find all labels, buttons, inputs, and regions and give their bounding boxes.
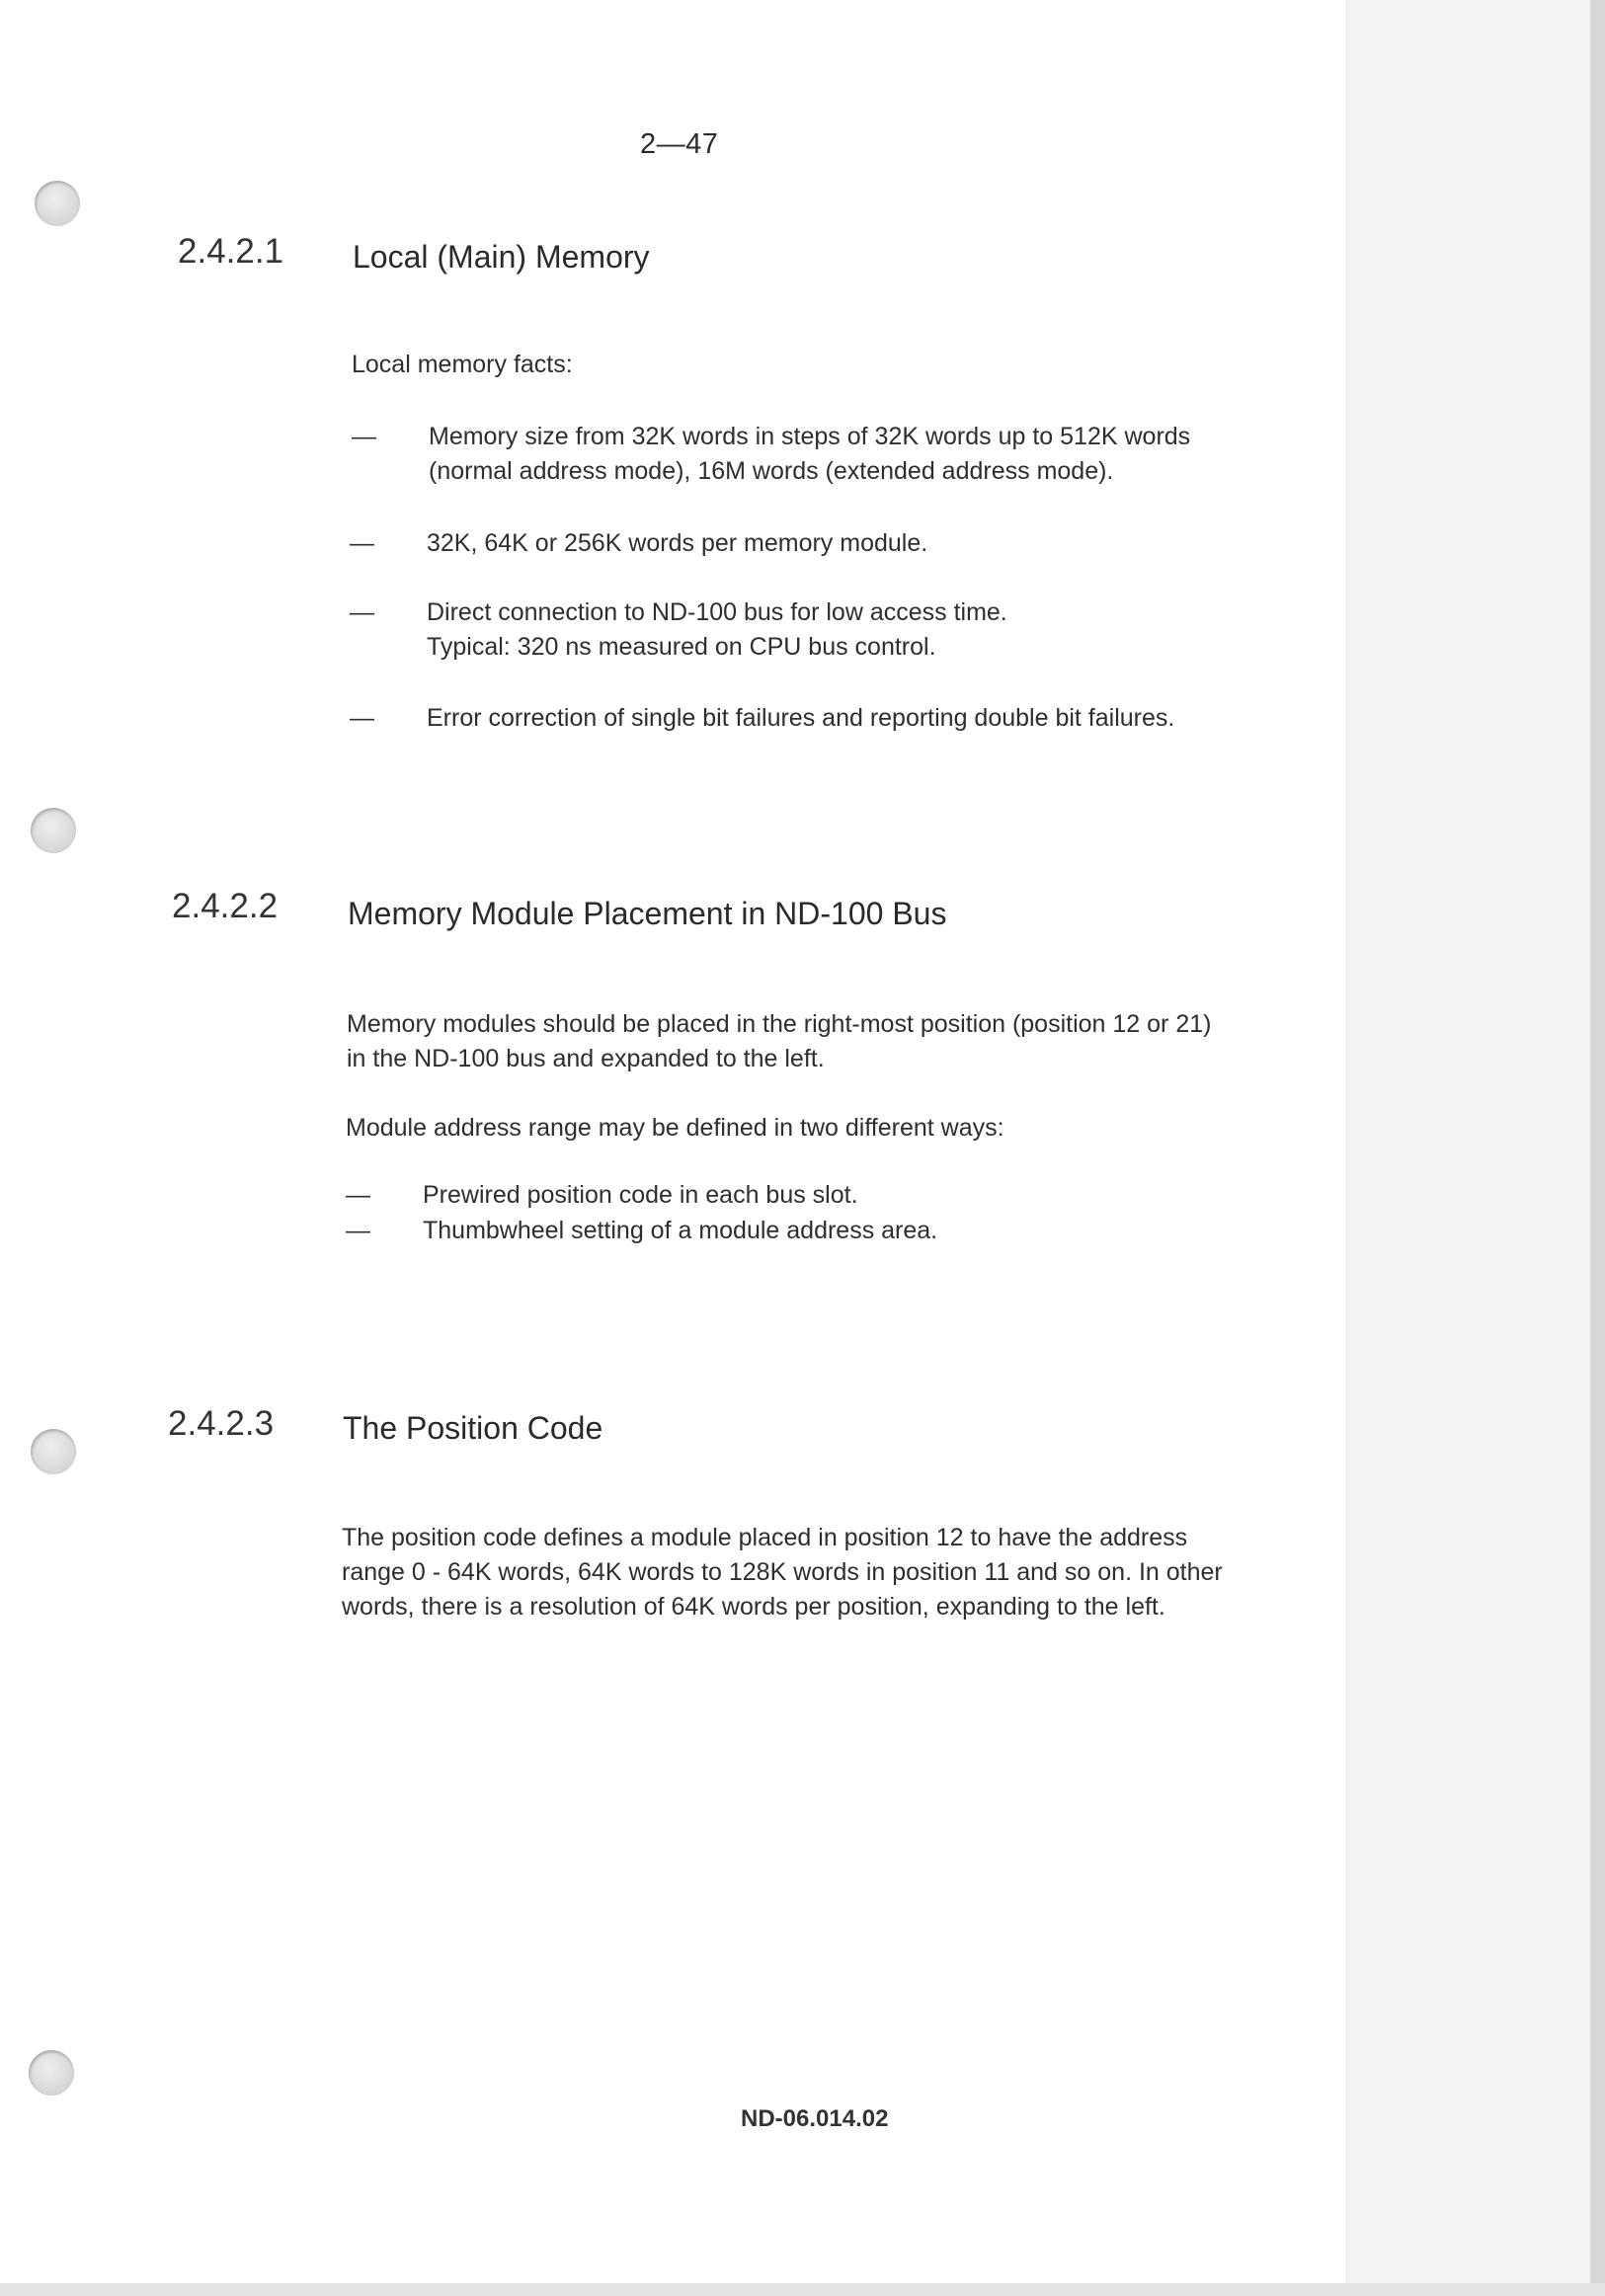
list-dash: — — [350, 598, 374, 626]
list-item — [350, 701, 1322, 737]
list-item-line: Direct connection to ND-100 bus for low access time. — [427, 598, 1007, 626]
section-title: Local (Main) Memory — [353, 239, 650, 275]
section-paragraph: Module address range may be defined in two different ways: — [346, 1114, 1004, 1142]
list-dash: — — [350, 529, 374, 557]
page-edge-binding — [1590, 0, 1605, 2296]
list-dash: — — [346, 1217, 370, 1244]
section-paragraph — [342, 1521, 1316, 1624]
list-item-text: Thumbwheel setting of a module address area. — [423, 1217, 938, 1244]
list-item — [350, 595, 1322, 667]
list-item-line: Typical: 320 ns measured on CPU bus control. — [427, 633, 936, 661]
document-footer: ND-06.014.02 — [741, 2105, 889, 2132]
paragraph-line: Memory modules should be placed in the right-most position (position 12 or 21) — [347, 1010, 1212, 1038]
list-dash: — — [346, 1181, 370, 1209]
list-dash: — — [350, 704, 374, 732]
list-item-text — [427, 701, 1322, 736]
page-number: 2—47 — [640, 128, 719, 160]
section-number: 2.4.2.2 — [172, 887, 279, 925]
list-dash: — — [352, 423, 376, 450]
paragraph-line: range 0 - 64K words, 64K words to 128K words in position 11 and so on. In other — [342, 1558, 1223, 1586]
section-intro: Local memory facts: — [352, 351, 573, 378]
punch-hole-icon — [35, 181, 80, 226]
list-item-text: Prewired position code in each bus slot. — [423, 1181, 858, 1209]
punch-hole-icon — [29, 2050, 74, 2096]
punch-hole-icon — [31, 1429, 76, 1474]
page-edge-shadow — [1346, 0, 1605, 2296]
list-item-line: 32K, 64K or 256K words per memory module. — [427, 529, 928, 557]
list-item-text — [427, 526, 927, 561]
list-item-text — [427, 595, 1322, 665]
list-item-line: Memory size from 32K words in steps of 32K words up to 512K words — [429, 423, 1191, 450]
paragraph-line: The position code defines a module placed in position 12 to have the address — [342, 1524, 1188, 1551]
section-number: 2.4.2.3 — [168, 1404, 275, 1443]
section-paragraph — [347, 1007, 1317, 1076]
paragraph-line: in the ND-100 bus and expanded to the left. — [347, 1045, 825, 1072]
list-item — [346, 1178, 1318, 1214]
section-title: Memory Module Placement in ND-100 Bus — [348, 896, 947, 931]
list-item-text — [429, 420, 1324, 489]
list-item — [346, 1214, 1318, 1249]
section-number: 2.4.2.1 — [178, 232, 284, 271]
page-bottom-edge — [0, 2283, 1605, 2296]
list-item — [352, 420, 1324, 491]
list-item — [350, 526, 1322, 562]
list-item-line: (normal address mode), 16M words (extended address mode). — [429, 457, 1114, 485]
punch-hole-icon — [31, 808, 76, 853]
list-item-line: Error correction of single bit failures and reporting double bit failures. — [427, 704, 1175, 732]
paragraph-line: words, there is a resolution of 64K words per position, expanding to the left. — [342, 1593, 1165, 1621]
section-title: The Position Code — [343, 1410, 603, 1446]
